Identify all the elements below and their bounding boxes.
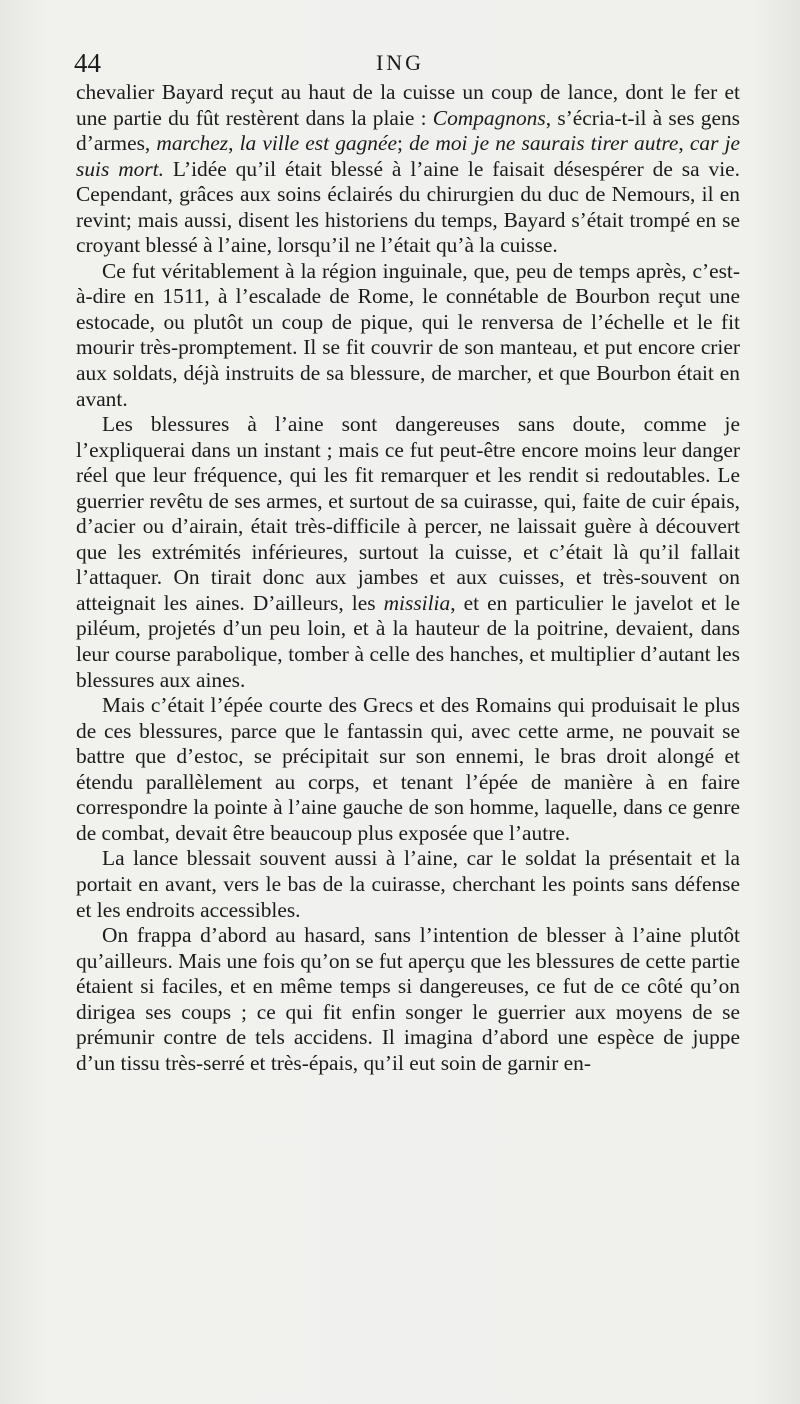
page-body — [76, 80, 740, 1076]
paragraph-1-quote-d: de moi je ne saurais tirer autre — [409, 131, 679, 156]
paragraph-3-text-a: Les blessures à l’aine sont dangereuses sans doute, comme je l’expliquerai dans un instant ; mais ce fut peut-être encore moins leur danger réel que leur fréquence, qui les fit remarquer et les rendit si redoutables. Le guerrier revêtu de ses armes, et surtout de sa cuirasse, qui, faite de cuir épais, d’acier ou d’airain, était très-difficile à percer, ne laissait guère à découvert que les extrémités inférieures, surtout la cuisse, et c’était là qu’il fallait l’attaquer. On tirait donc aux jambes et aux cuisses, et très-souvent on atteignait les aines. D’ailleurs, les — [76, 412, 740, 615]
paragraph-2: Ce fut véritablement à la région inguinale, que, peu de temps après, c’est-à-dire en 1511, à l’escalade de Rome, le connétable de Bourbon reçut une estocade, ou plutôt un coup de pique, qui le renversa de l’échelle et le fit mourir très-promptement. Il se fit couvrir de son manteau, et put encore crier aux soldats, déjà instruits de sa blessure, de marcher, et que Bourbon était en avant. — [76, 258, 740, 411]
paragraph-1-quote-c: la ville est gagnée — [239, 131, 397, 156]
paragraph-6: On frappa d’abord au hasard, sans l’intention de blesser à l’aine plutôt qu’ailleurs. Mais une fois qu’on se fut aperçu que les blessures de cette partie étaient si faciles, et en même temps si dangereuses, ce fut de ce côté qu’on dirigea ses coups ; ce qui fit enfin songer le guerrier aux moyens de se prémunir contre de tels accidens. Il imagina d’abord une espèce de juppe d’un tissu très-serré et très-épais, qu’il eut soin de garnir en- — [76, 923, 740, 1075]
paragraph-1 — [76, 80, 740, 259]
paragraph-1-quote-a: Compagnons — [432, 105, 546, 130]
paragraph-3-text-b: , et en particulier le javelot et le piléum, projetés d’un peu loin, et à la hauteur de la poitrine, devaient, dans leur course parabolique, tomber à celle des hanches, et multiplier d’autant les blessures aux aines. — [76, 590, 741, 692]
paragraph-5: La lance blessait souvent aussi à l’aine, car le soldat la présentait et la portait en avant, vers le bas de la cuirasse, cherchant les points sans défense et les endroits accessibles. — [76, 846, 740, 922]
paragraph-1-quote-e: car je suis mort. — [76, 131, 741, 181]
paragraph-1-quote-b: marchez — [156, 131, 229, 156]
paragraph-4: Mais c’était l’épée courte des Grecs et des Romains qui produisait le plus de ces blessures, parce que le fantassin qui, avec cette arme, ne pouvait se battre que d’estoc, se précipitait sur son ennemi, le bras droit alongé et étendu parallèlement au corps, et tenant l’épée de manière à en faire correspondre la pointe à l’aine gauche de son homme, laquelle, dans ce genre de combat, devait être beaucoup plus exposée que l’autre. — [76, 693, 740, 845]
paragraph-1-text-b: , s’écria-t-il à ses gens d’armes, — [76, 105, 740, 156]
page-number: 44 — [74, 48, 101, 78]
paragraph-1-text-a: chevalier Bayard reçut au haut de la cuisse un coup de lance, dont le fer et une partie du fût restèrent dans la plaie : — [76, 80, 740, 130]
page-header — [70, 48, 730, 80]
paragraph-1-text-e: , — [678, 131, 690, 156]
paragraph-1-text-f: L’idée qu’il était blessé à l’aine le faisait désespérer de sa vie. Cependant, grâces aux soins éclairés du chirurgien du duc de Nemours, il en revint; mais aussi, disent les historiens du temps, Bayard s’était trompé en se croyant blessé à l’aine, lorsqu’il ne l’était qu’à la cuisse. — [76, 156, 740, 258]
paragraph-1-text-c: , — [228, 131, 240, 156]
paragraph-3 — [76, 412, 740, 693]
paragraph-3-italic-term: missilia — [383, 590, 451, 615]
paragraph-1-text-d: ; — [396, 131, 410, 156]
running-head: ING — [375, 50, 425, 75]
